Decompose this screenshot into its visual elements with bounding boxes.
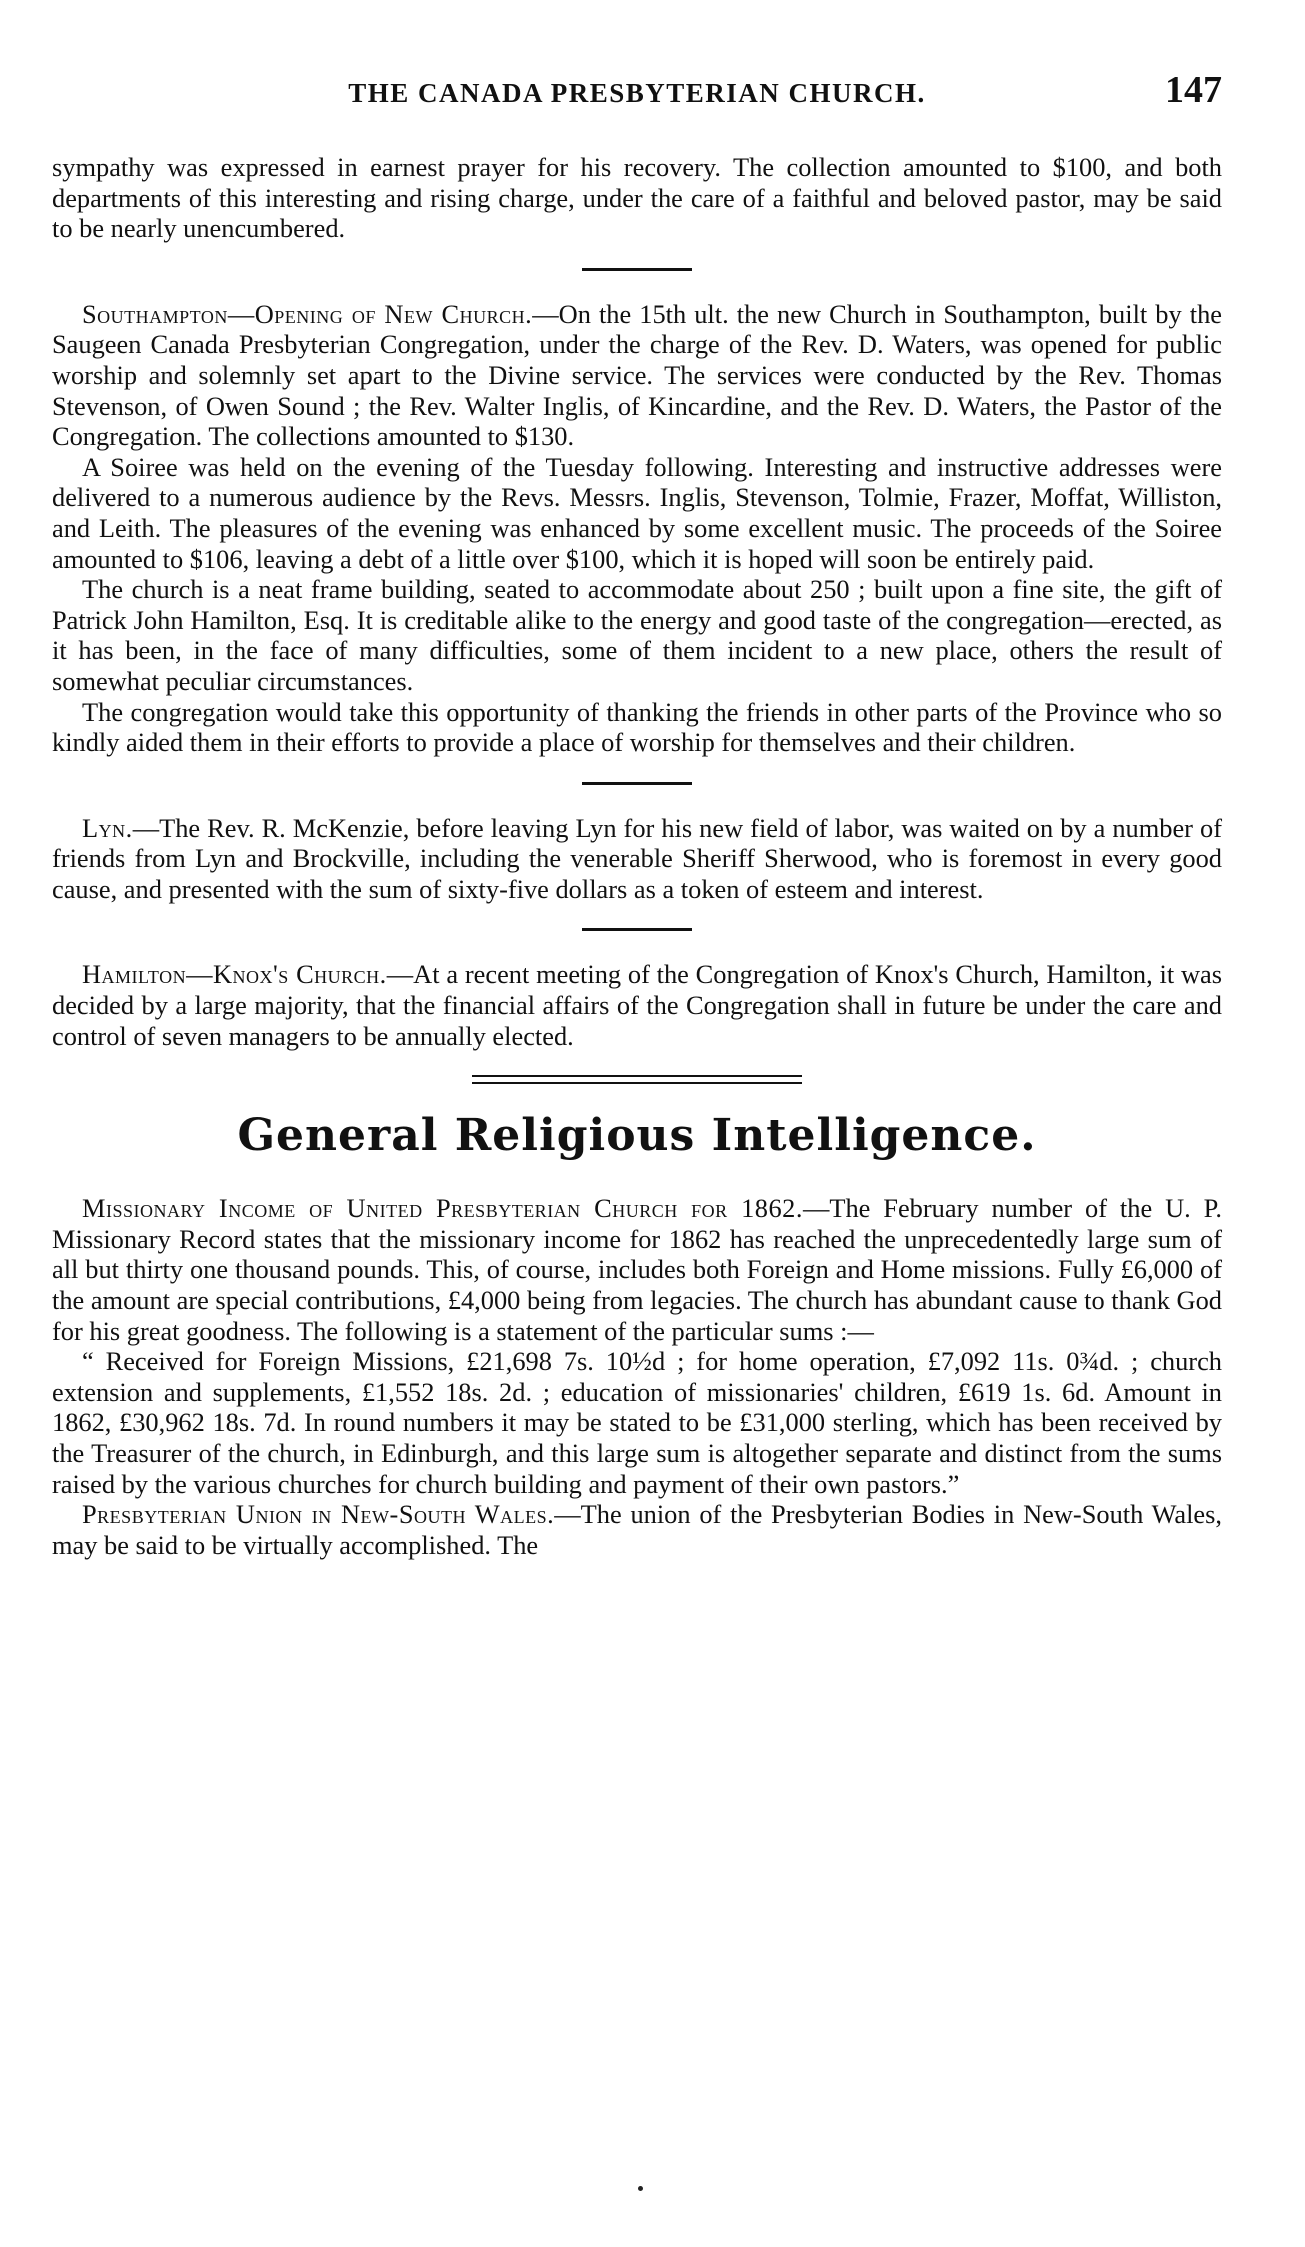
southampton-heading: Southampton—Opening of New Church. [82, 298, 533, 329]
southampton-church-paragraph: The church is a neat frame building, seated to accommodate about 250 ; built upon a fine site, the gift of Patrick John Hamilton, Esq. It is creditable alike to the energy and good taste of the congregation—erected, as it has been, in the face of many difficulties, some of them incident to a new place, others the result of somewhat peculiar circumstances. [52, 574, 1222, 696]
footer-dot [638, 2186, 643, 2191]
hamilton-heading: Hamilton—Knox's Church. [82, 959, 387, 990]
hamilton-body: —At a recent meeting of the Congregation of Knox's Church, Hamilton, it was decided by a large majority, that the financial affairs of the Congregation shall in future be under the care and control of seven managers to be annually elected. [52, 959, 1222, 1051]
southampton-thanks-paragraph: The congregation would take this opportunity of thanking the friends in other parts of the Province who so kindly aided them in their efforts to provide a place of worship for themselves and their children. [52, 696, 1222, 758]
lyn-heading: Lyn. [82, 812, 133, 843]
section-heading: General Religious Intelligence. [237, 1110, 1037, 1162]
page [52, 68, 1222, 1560]
nsw-heading: Presbyterian Union in New-South Wales. [82, 1499, 555, 1530]
southampton-body: —On the 15th ult. the new Church in Southampton, built by the Saugeen Canada Presbyterian Congregation, under the charge of the Rev. D. Waters, was opened for public worship and solemnly set apart to the Divine service. The services were conducted by the Rev. Thomas Stevenson, of Owen Sound ; the Rev. Walter Inglis, of Kincardine, and the Rev. D. Waters, the Pastor of the Congregation. The collections amounted to $130. [52, 298, 1222, 452]
lyn-paragraph [52, 813, 1222, 905]
running-title: THE CANADA PRESBYTERIAN CHURCH. [348, 78, 926, 108]
section-double-rule [472, 1075, 802, 1084]
missionary-heading: Missionary Income of United Presbyterian Church for 1862. [82, 1193, 803, 1224]
divider-rule [582, 268, 692, 271]
southampton-soiree-paragraph: A Soiree was held on the evening of the Tuesday following. Interesting and instructive addresses were delivered to a numerous audience by the Revs. Messrs. Inglis, Stevenson, Tolmie, Frazer, Moffat, Williston, and Leith. The pleasures of the evening was enhanced by some excellent music. The proceeds of the Soiree amounted to $106, leaving a debt of a little over $100, which it is hoped will soon be entirely paid. [52, 451, 1222, 574]
divider-rule [582, 928, 692, 931]
page-number: 147 [1165, 69, 1222, 111]
southampton-paragraph [52, 299, 1222, 452]
missionary-body: —The February number of the U. P. Missionary Record states that the missionary income for 1862 has reached the unprecedentedly large sum of all but thirty one thousand pounds. This, of course, includes both Foreign and Home missions. Fully £6,000 of the amount are special contributions, £4,000 being from legacies. The church has abundant cause to thank God for his great goodness. The following is a statement of the particular sums :— [52, 1193, 1222, 1346]
nsw-paragraph [52, 1499, 1222, 1560]
nsw-body: —The union of the Presbyterian Bodies in New-South Wales, may be said to be virtually accomplished. The [52, 1499, 1222, 1560]
missionary-quote-paragraph: “ Received for Foreign Missions, £21,698 7s. 10½d ; for home operation, £7,092 11s. 0¾d. ; church extension and supplements, £1,552 18s. 2d. ; education of missionaries' children, £619 1s. 6d. Amount in 1862, £30,962 18s. 7d. In round numbers it may be stated to be £31,000 sterling, which has been received by the Treasurer of the church, in Edinburgh, and this large sum is altogether separate and distinct from the sums raised by the various churches for church building and payment of their own pastors.” [52, 1346, 1222, 1499]
paragraph-sympathy: sympathy was expressed in earnest prayer for his recovery. The collection amounted to $100, and both departments of this interesting and rising charge, under the care of a faithful and beloved pastor, may be said to be nearly unencumbered. [52, 152, 1222, 244]
running-head [52, 68, 1222, 126]
divider-rule [582, 782, 692, 785]
missionary-paragraph [52, 1193, 1222, 1346]
lyn-body: —The Rev. R. McKenzie, before leaving Lyn for his new field of labor, was waited on by a number of friends from Lyn and Brockville, including the venerable Sheriff Sherwood, who is foremost in every good cause, and presented with the sum of sixty-five dollars as a token of esteem and interest. [52, 812, 1222, 904]
hamilton-paragraph [52, 959, 1222, 1051]
